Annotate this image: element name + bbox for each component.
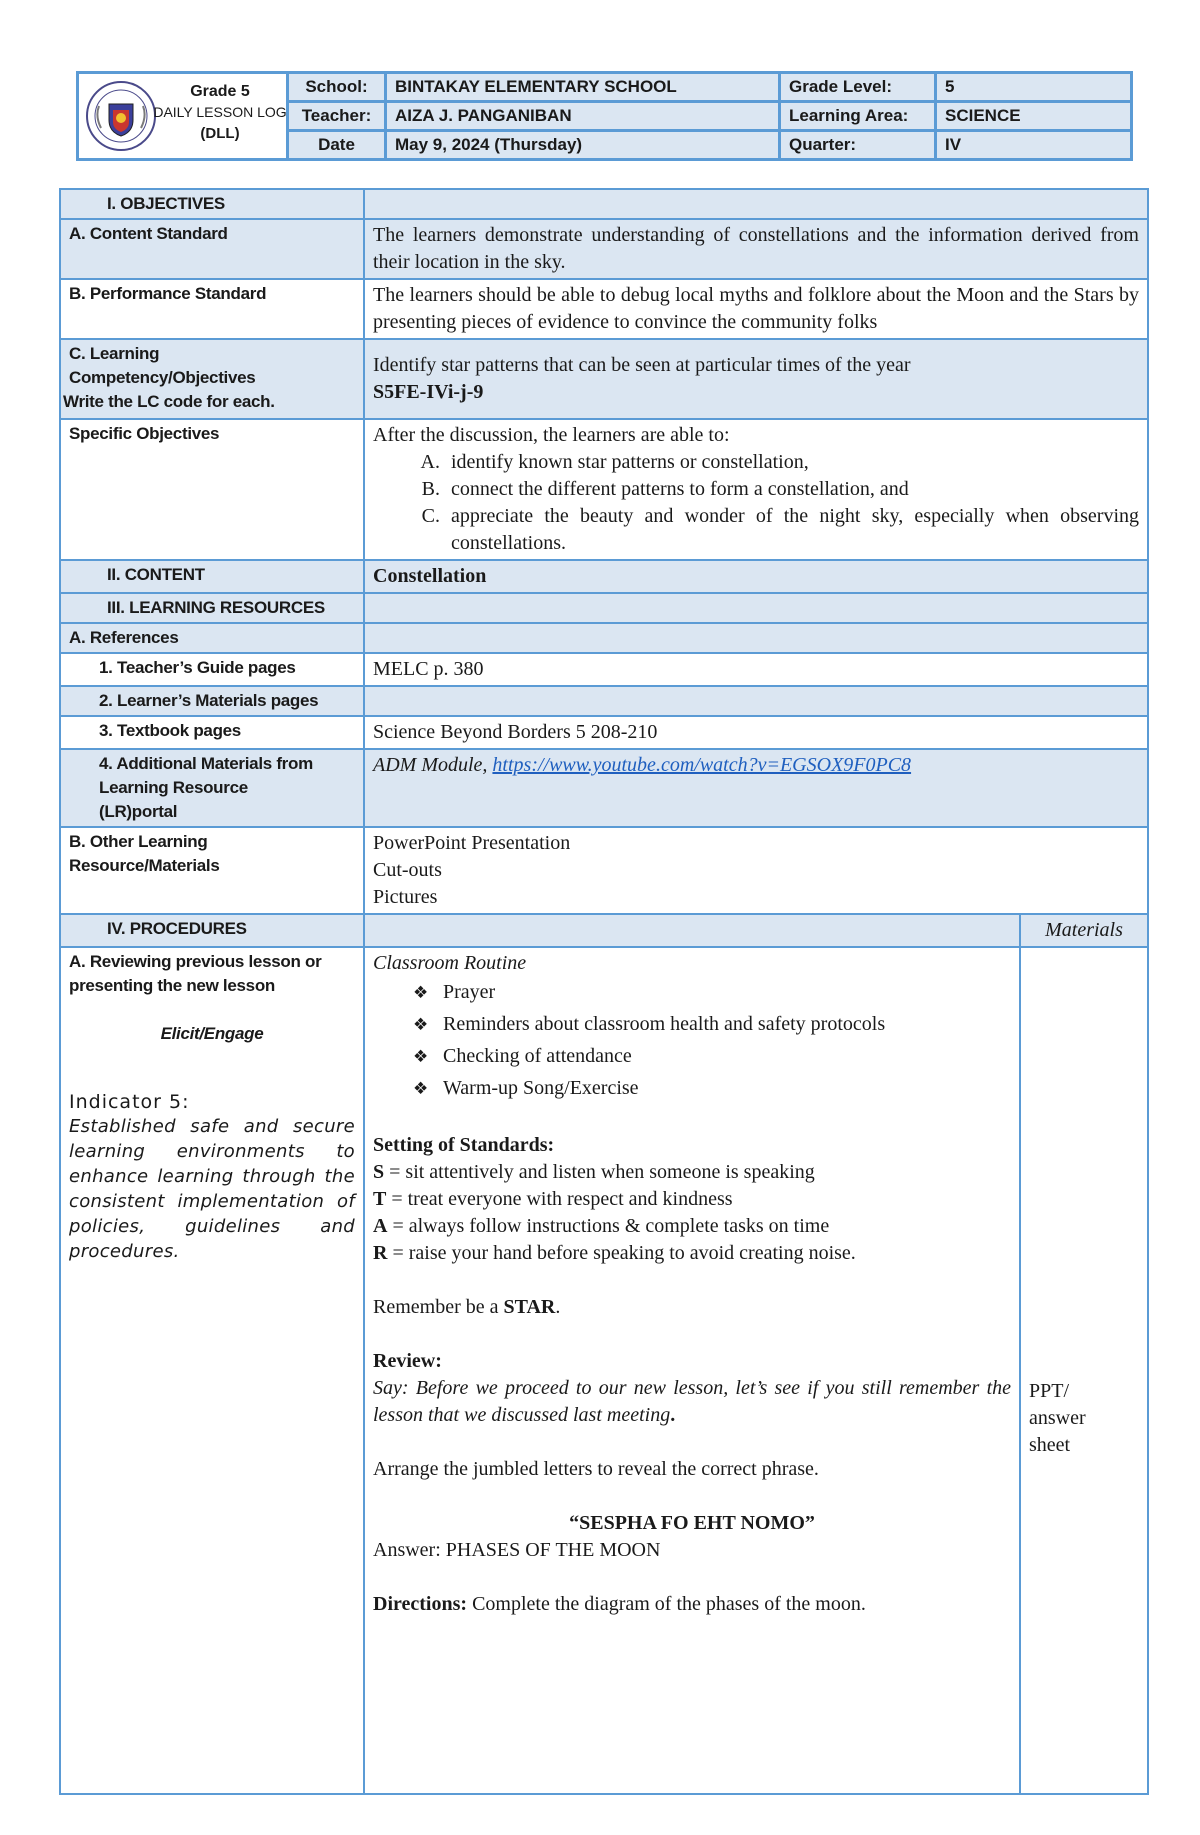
routine-item [413,1041,1011,1073]
indicator-title: Indicator 5: [69,1091,190,1113]
teacher-value: AIZA J. PANGANIBAN [386,102,780,131]
answer-line: Answer: PHASES OF THE MOON [373,1539,661,1561]
materials-heading: Materials [1020,914,1148,947]
specific-objective-item: B. connect the different patterns to form a constellation, and [445,476,1139,503]
standard-line [373,1240,1011,1267]
standard-letter: T [373,1188,387,1210]
performance-standard-text: The learners should be able to debug local myths and folklore about the Moon and the Stars by presenting pieces of evidence to convince the community folks [364,279,1148,339]
indicator-text: Established safe and secure learning environments to enhance learning through the consistent implementation of policies, guidelines and procedures. [69,1116,355,1262]
other-resources-label [60,827,364,914]
procedure-a-content [364,947,1020,1794]
date-value: May 9, 2024 (Thursday) [386,131,780,160]
standard-text: = always follow instructions & complete tasks on time [387,1215,830,1237]
lesson-table [59,188,1149,1795]
directions-label: Directions: [373,1593,468,1615]
youtube-link[interactable]: https://www.youtube.com/watch?v=EGSOX9F0PC8 [492,754,912,776]
procedure-a-label-line1: A. Reviewing previous lesson or [69,952,322,971]
procedures-heading-blank [364,914,1020,947]
remember-word: STAR [503,1296,556,1318]
learning-area-label: Learning Area: [780,102,936,131]
routine-list [373,977,1011,1105]
diamond-bullet-icon: ❖ [413,1079,429,1099]
content-standard-label: A. Content Standard [60,219,364,279]
other-resources-list [364,827,1148,914]
routine-item [413,1073,1011,1105]
teacher-label: Teacher: [288,102,386,131]
other-label-line2: Resource/Materials [69,856,220,875]
arrange-instruction: Arrange the jumbled letters to reveal the correct phrase. [373,1458,819,1480]
dll-line2: (DLL) [200,125,240,142]
specific-objectives-list [373,449,1139,557]
content-standard-text: The learners demonstrate understanding of constellations and the information derived from their location in the sky. [364,219,1148,279]
quarter-label: Quarter: [780,131,936,160]
other-label-line1: B. Other Learning [69,832,208,851]
deped-seal-icon [85,80,157,152]
directions-line [373,1591,1011,1618]
grade-level-value: 5 [936,73,1132,102]
dll-logo-cell [78,73,288,160]
content-value: Constellation [364,560,1148,593]
learners-materials-blank [364,686,1148,716]
date-label: Date [288,131,386,160]
specific-objective-item: C. appreciate the beauty and wonder of the night sky, especially when observing constellations. [445,503,1139,557]
review-say-text: Say: Before we proceed to our new lesson, let’s see if you still remember the lesson that we discussed last meeting [373,1377,1011,1426]
textbook-label: 3. Textbook pages [60,716,364,749]
procedure-a-label-cell [60,947,364,1794]
lc-label-line3: Write the LC code for each. [63,392,275,411]
standard-text: = sit attentively and listen when someone is speaking [384,1161,815,1183]
elicit-engage-label: Elicit/Engage [160,1024,264,1043]
learning-competency-label [60,339,364,419]
review-say-end: . [670,1404,676,1426]
routine-item-text: Warm-up Song/Exercise [443,1077,639,1099]
specific-objective-item: A. identify known star patterns or constellation, [445,449,1139,476]
remember-line [373,1294,1011,1321]
learners-materials-label: 2. Learner’s Materials pages [60,686,364,716]
resources-heading: III. LEARNING RESOURCES [60,593,364,623]
quarter-value: IV [936,131,1132,160]
other-resource-item: Cut-outs [373,859,442,881]
standard-line [373,1159,1011,1186]
materials-line: PPT/ [1029,1380,1070,1402]
additional-materials-value [364,749,1148,827]
procedures-heading: IV. PROCEDURES [60,914,364,947]
performance-standard-label: B. Performance Standard [60,279,364,339]
standard-line [373,1213,1011,1240]
specific-intro: After the discussion, the learners are able to: [373,424,730,446]
standard-letter: A [373,1215,388,1237]
dll-title [149,81,291,144]
objectives-heading-blank [364,189,1148,219]
resources-heading-blank [364,593,1148,623]
directions-text: Complete the diagram of the phases of the moon. [467,1593,866,1615]
review-title: Review: [373,1350,442,1372]
lc-code: S5FE-IVi-j-9 [373,381,484,403]
jumbled-phrase: “SESPHA FO EHT NOMO” [569,1512,815,1534]
school-label: School: [288,73,386,102]
references-blank [364,623,1148,653]
standard-text: = raise your hand before speaking to avoid creating noise. [387,1242,856,1264]
remember-suffix: . [555,1296,561,1318]
materials-line: sheet [1029,1434,1071,1456]
other-resource-item: PowerPoint Presentation [373,832,571,854]
specific-objectives-cell [364,419,1148,560]
standard-letter: R [373,1242,388,1264]
teachers-guide-label: 1. Teacher’s Guide pages [60,653,364,686]
content-heading: II. CONTENT [60,560,364,593]
routine-item [413,977,1011,1009]
lc-label-line2: Competency/Objectives [69,368,256,387]
classroom-routine-title: Classroom Routine [373,952,527,974]
procedure-a-label-line2: presenting the new lesson [69,976,275,995]
adm-module-text: ADM Module, [373,754,493,776]
learning-area-value: SCIENCE [936,102,1132,131]
routine-item-text: Reminders about classroom health and safety protocols [443,1013,886,1035]
other-resource-item: Pictures [373,886,438,908]
diamond-bullet-icon: ❖ [413,983,429,1003]
materials-cell [1020,947,1148,1794]
grade-label: Grade 5 [190,83,250,100]
add-label-line2: Learning Resource [99,778,248,797]
routine-item [413,1009,1011,1041]
add-label-line3: (LR)portal [99,802,178,821]
lc-text: Identify star patterns that can be seen at particular times of the year [373,354,911,376]
school-value: BINTAKAY ELEMENTARY SCHOOL [386,73,780,102]
add-label-line1: 4. Additional Materials from [99,754,313,773]
teachers-guide-value: MELC p. 380 [364,653,1148,686]
references-label: A. References [60,623,364,653]
review-say [373,1375,1011,1429]
specific-objectives-label: Specific Objectives [60,419,364,560]
standard-text: = treat everyone with respect and kindness [386,1188,733,1210]
dll-line1: DAILY LESSON LOG [153,104,287,120]
objectives-heading: I. OBJECTIVES [60,189,364,219]
materials-line: answer [1029,1407,1086,1429]
additional-materials-label [60,749,364,827]
lc-label-line1: C. Learning [69,344,160,363]
textbook-value: Science Beyond Borders 5 208-210 [364,716,1148,749]
standard-line [373,1186,1011,1213]
diamond-bullet-icon: ❖ [413,1047,429,1067]
grade-level-label: Grade Level: [780,73,936,102]
diamond-bullet-icon: ❖ [413,1015,429,1035]
standard-letter: S [373,1161,385,1183]
learning-competency-cell [364,339,1148,419]
standards-title: Setting of Standards: [373,1134,555,1156]
routine-item-text: Checking of attendance [443,1045,632,1067]
remember-prefix: Remember be a [373,1296,504,1318]
header-table [76,71,1133,161]
routine-item-text: Prayer [443,981,496,1003]
